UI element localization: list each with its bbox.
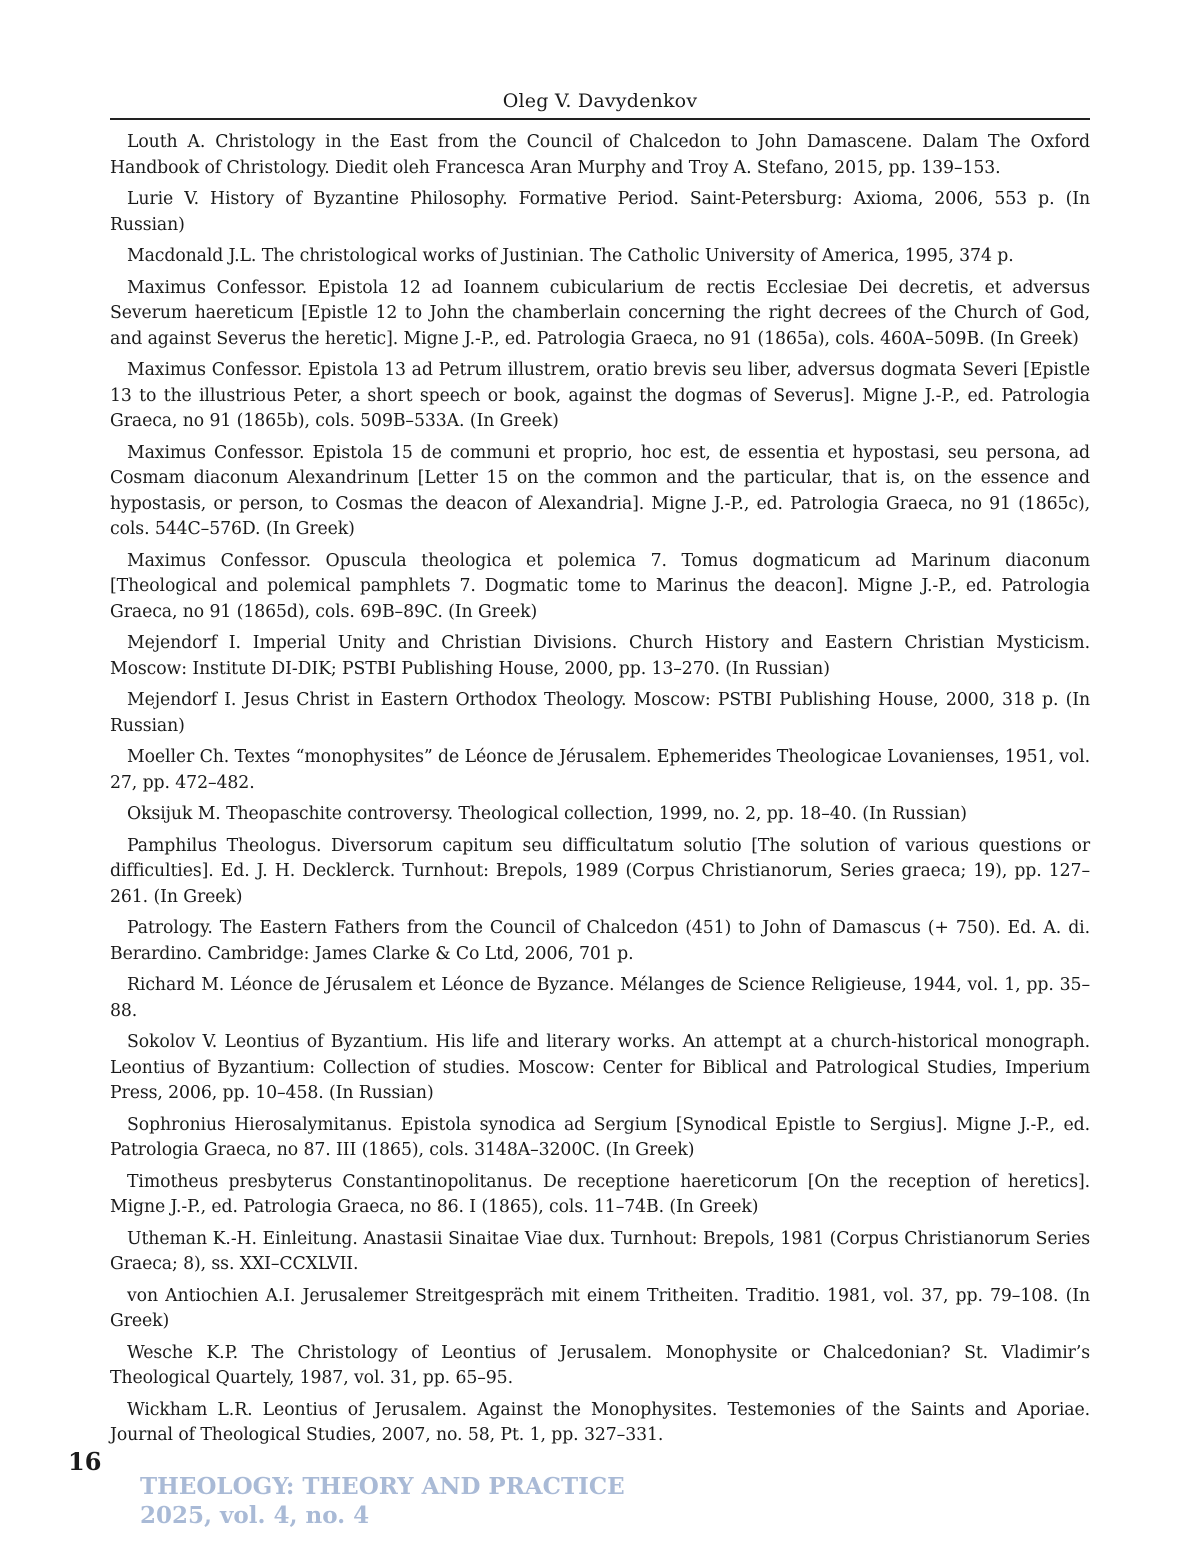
reference-item: Mejendorf I. Imperial Unity and Christian Divisions. Church History and Eastern Christian Mysticism. Moscow: Institute DI-DIK; PSTBI Publishing House, 2000, pp. 13–270. (In Russian) xyxy=(110,631,1090,682)
reference-item: Sokolov V. Leontius of Byzantium. His life and literary works. An attempt at a church-historical monograph. Leontius of Byzantium: Collection of studies. Moscow: Center for Biblical and Patrological Studies, Imperium Press, 2006, pp. 10–458. (In Russian) xyxy=(110,1030,1090,1107)
reference-item: von Antiochien A.I. Jerusalemer Streitgespräch mit einem Tritheiten. Traditio. 1981, vol. 37, pp. 79–108. (In Greek) xyxy=(110,1284,1090,1335)
reference-item: Macdonald J.L. The christological works of Justinian. The Catholic University of America, 1995, 374 p. xyxy=(110,244,1090,270)
running-header-author: Oleg V. Davydenkov xyxy=(110,89,1090,113)
reference-item: Richard M. Léonce de Jérusalem et Léonce de Byzance. Mélanges de Science Religieuse, 1944, vol. 1, pp. 35–88. xyxy=(110,973,1090,1024)
reference-item: Pamphilus Theologus. Diversorum capitum seu difficultatum solutio [The solution of various questions or difficulties]. Ed. J. H. Decklerck. Turnhout: Brepols, 1989 (Corpus Christianorum, Series graeca; 19), pp. 127–261. (In Greek) xyxy=(110,834,1090,911)
journal-footer xyxy=(140,1472,625,1530)
reference-item: Maximus Confessor. Epistola 13 ad Petrum illustrem, oratio brevis seu liber, adversus dogmata Severi [Epistle 13 to the illustrious Peter, a short speech or book, against the dogmas of Severus]. Migne J.-P., ed. Patrologia Graeca, no 91 (1865b), cols. 509B–533A. (In Greek) xyxy=(110,358,1090,435)
reference-list xyxy=(110,130,1090,1455)
reference-item: Mejendorf I. Jesus Christ in Eastern Orthodox Theology. Moscow: PSTBI Publishing House, 2000, 318 p. (In Russian) xyxy=(110,688,1090,739)
reference-item: Moeller Ch. Textes “monophysites” de Léonce de Jérusalem. Ephemerides Theologicae Lovanienses, 1951, vol. 27, pp. 472–482. xyxy=(110,745,1090,796)
reference-item: Wesche K.P. The Christology of Leontius of Jerusalem. Monophysite or Chalcedonian? St. Vladimir’s Theological Quartely, 1987, vol. 31, pp. 65–95. xyxy=(110,1341,1090,1392)
reference-item: Oksijuk M. Theopaschite controversy. Theological collection, 1999, no. 2, pp. 18–40. (In Russian) xyxy=(110,802,1090,828)
reference-item: Sophronius Hierosalymitanus. Epistola synodica ad Sergium [Synodical Epistle to Sergius]. Migne J.-P., ed. Patrologia Graeca, no 87. III (1865), cols. 3148A–3200C. (In Greek) xyxy=(110,1113,1090,1164)
reference-item: Maximus Confessor. Epistola 15 de communi et proprio, hoc est, de essentia et hypostasi, seu persona, ad Cosmam diaconum Alexandrinum [Letter 15 on the common and the particular, that is, on the essence and hypostasis, or person, to Cosmas the deacon of Alexandria]. Migne J.-P., ed. Patrologia Graeca, no 91 (1865c), cols. 544C–576D. (In Greek) xyxy=(110,441,1090,543)
reference-item: Timotheus presbyterus Constantinopolitanus. De receptione haereticorum [On the reception of heretics]. Migne J.-P., ed. Patrologia Graeca, no 86. I (1865), cols. 11–74B. (In Greek) xyxy=(110,1170,1090,1221)
reference-item: Patrology. The Eastern Fathers from the Council of Chalcedon (451) to John of Damascus (+ 750). Ed. A. di. Berardino. Cambridge: James Clarke & Co Ltd, 2006, 701 p. xyxy=(110,916,1090,967)
header-rule xyxy=(110,118,1090,120)
page-number: 16 xyxy=(68,1447,101,1477)
reference-item: Utheman K.-H. Einleitung. Anastasii Sinaitae Viae dux. Turnhout: Brepols, 1981 (Corpus Christianorum Series Graeca; 8), ss. XXI–CCXLVII. xyxy=(110,1227,1090,1278)
reference-item: Maximus Confessor. Opuscula theologica et polemica 7. Tomus dogmaticum ad Marinum diaconum [Theological and polemical pamphlets 7. Dogmatic tome to Marinus the deacon]. Migne J.-P., ed. Patrologia Graeca, no 91 (1865d), cols. 69B–89C. (In Greek) xyxy=(110,549,1090,626)
reference-item: Wickham L.R. Leontius of Jerusalem. Against the Monophysites. Testemonies of the Saints and Aporiae. Journal of Theological Studies, 2007, no. 58, Pt. 1, pp. 327–331. xyxy=(110,1398,1090,1449)
journal-issue: 2025, vol. 4, no. 4 xyxy=(140,1501,625,1530)
reference-item: Lurie V. History of Byzantine Philosophy. Formative Period. Saint-Petersburg: Axioma, 2006, 553 p. (In Russian) xyxy=(110,187,1090,238)
reference-item: Maximus Confessor. Epistola 12 ad Ioannem cubicularium de rectis Ecclesiae Dei decretis, et adversus Severum haereticum [Epistle 12 to John the chamberlain concerning the right decrees of the Church of God, and against Severus the heretic]. Migne J.-P., ed. Patrologia Graeca, no 91 (1865a), cols. 460A–509B. (In Greek) xyxy=(110,276,1090,353)
journal-title: THEOLOGY: THEORY AND PRACTICE xyxy=(140,1472,625,1501)
reference-item: Louth A. Christology in the East from the Council of Chalcedon to John Damascene. Dalam The Oxford Handbook of Christology. Diedit oleh Francesca Aran Murphy and Troy A. Stefano, 2015, pp. 139–153. xyxy=(110,130,1090,181)
